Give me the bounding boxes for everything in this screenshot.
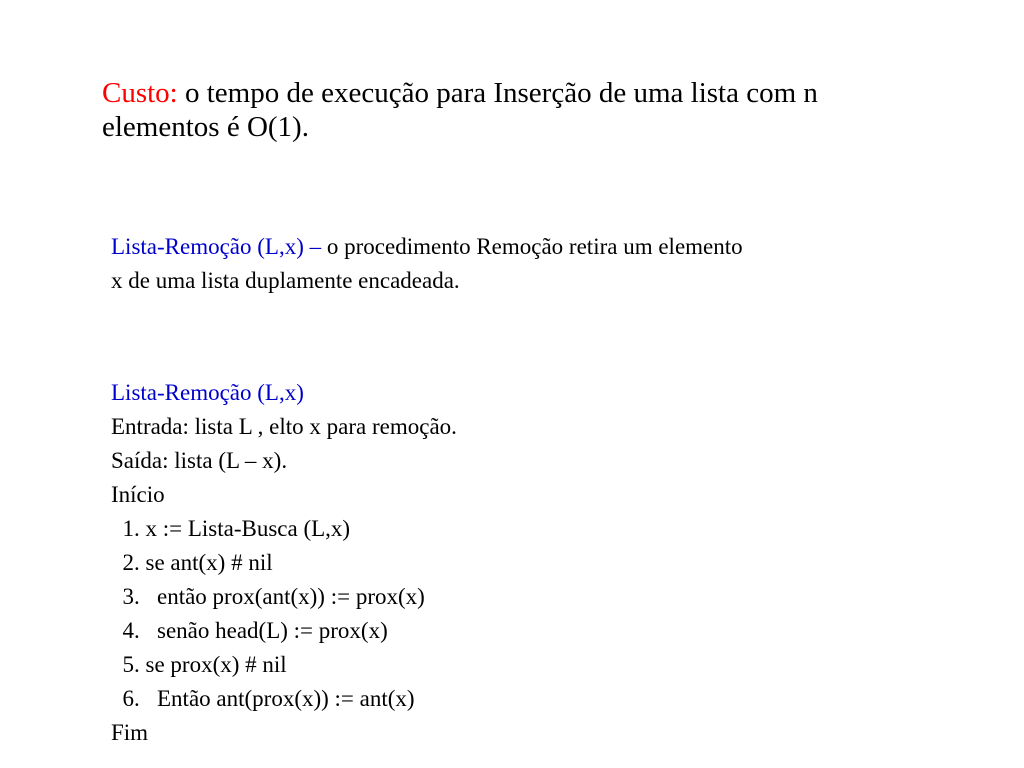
cost-text-1: o tempo de execução para Inserção de uma lista com n [177, 77, 818, 109]
description-line-1 [111, 230, 991, 264]
algorithm-step: 1. x := Lista-Busca (L,x) [111, 516, 351, 541]
description-text-1: o procedimento Remoção retira um elemento [321, 234, 743, 259]
description-paragraph [111, 230, 991, 298]
algorithm-input: Entrada: lista L , elto x para remoção. [111, 414, 457, 439]
algorithm-step: 6. Então ant(prox(x)) := ant(x) [111, 686, 415, 711]
algorithm-block [111, 376, 991, 750]
cost-label: Custo: [102, 77, 178, 109]
description-text-2: x de uma lista duplamente encadeada. [111, 268, 460, 293]
algorithm-end: Fim [111, 720, 149, 745]
description-title: Lista-Remoção (L,x) – [111, 234, 322, 259]
algorithm-output: Saída: lista (L – x). [111, 448, 288, 473]
algorithm-step: 5. se prox(x) # nil [111, 652, 287, 677]
cost-paragraph [102, 76, 982, 144]
algorithm-step: 3. então prox(ant(x)) := prox(x) [111, 584, 425, 609]
cost-text-2: elementos é O(1). [102, 111, 309, 143]
algorithm-step: 4. senão head(L) := prox(x) [111, 618, 388, 643]
cost-line-1 [102, 76, 982, 110]
algorithm-begin: Início [111, 482, 165, 507]
algorithm-step: 2. se ant(x) # nil [111, 550, 273, 575]
algorithm-title: Lista-Remoção (L,x) [111, 380, 304, 405]
